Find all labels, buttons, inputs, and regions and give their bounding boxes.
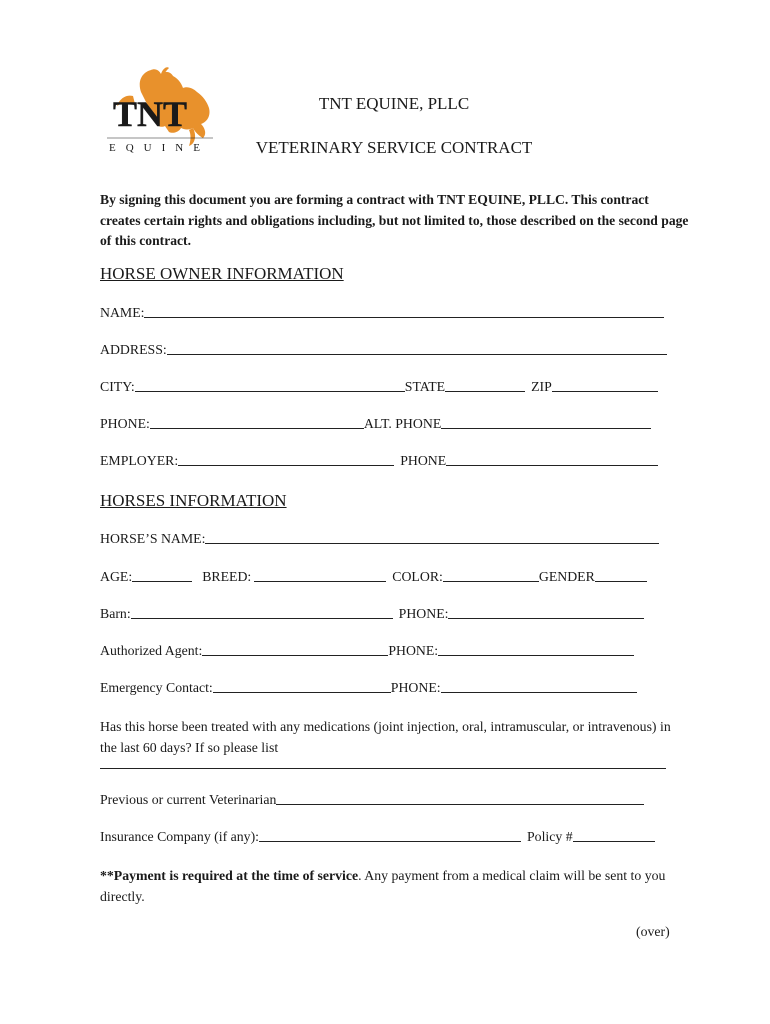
owner-address-label: ADDRESS: bbox=[100, 342, 167, 357]
owner-name-row bbox=[100, 305, 664, 321]
medications-question: Has this horse been treated with any medications (joint injection, oral, intramuscular, or intravenous) in the last 60 days? If so please list bbox=[100, 719, 671, 755]
contract-title: VETERINARY SERVICE CONTRACT bbox=[255, 138, 533, 157]
owner-name-label: NAME: bbox=[100, 305, 145, 320]
state-field[interactable] bbox=[445, 390, 525, 392]
employer-phone-field[interactable] bbox=[446, 464, 658, 466]
owner-phone-row bbox=[100, 416, 651, 432]
vet-label: Previous or current Veterinarian bbox=[100, 792, 277, 807]
vet-field[interactable] bbox=[276, 803, 644, 805]
horse-name-row bbox=[100, 531, 659, 547]
employer-phone-label: PHONE bbox=[400, 453, 447, 468]
barn-phone-label: PHONE: bbox=[398, 606, 449, 621]
policy-label: Policy # bbox=[527, 829, 573, 844]
owner-section-heading: HORSE OWNER INFORMATION bbox=[100, 264, 344, 283]
employer-field[interactable] bbox=[178, 464, 394, 466]
payment-note-rest: . Any payment from a medical claim will be sent to you directly. bbox=[100, 868, 666, 904]
state-label: STATE bbox=[404, 379, 446, 394]
agent-label: Authorized Agent: bbox=[100, 643, 203, 658]
horse-name-field[interactable] bbox=[205, 542, 659, 544]
agent-phone-label: PHONE: bbox=[388, 643, 439, 658]
phone-label: PHONE: bbox=[100, 416, 150, 431]
owner-address-field[interactable] bbox=[167, 353, 667, 355]
employer-label: EMPLOYER: bbox=[100, 453, 179, 468]
horse-name-label: HORSE’S NAME: bbox=[100, 531, 206, 546]
age-field[interactable] bbox=[132, 580, 192, 582]
agent-field[interactable] bbox=[202, 654, 388, 656]
owner-city-row bbox=[100, 379, 658, 395]
over-label: (over) bbox=[636, 924, 670, 939]
barn-label: Barn: bbox=[100, 606, 131, 621]
color-label: COLOR: bbox=[392, 569, 443, 584]
breed-label: BREED: bbox=[202, 569, 252, 584]
owner-employer-row bbox=[100, 453, 658, 469]
agent-phone-field[interactable] bbox=[438, 654, 634, 656]
gender-label: GENDER bbox=[538, 569, 595, 584]
emergency-row bbox=[100, 680, 637, 696]
gender-field[interactable] bbox=[595, 580, 647, 582]
medications-field[interactable] bbox=[100, 768, 666, 769]
emergency-label: Emergency Contact: bbox=[100, 680, 213, 695]
svg-text:EQUINE: EQUINE bbox=[109, 142, 210, 154]
zip-label: ZIP bbox=[531, 379, 552, 394]
owner-name-field[interactable] bbox=[144, 316, 664, 318]
city-field[interactable] bbox=[135, 390, 405, 392]
zip-field[interactable] bbox=[552, 390, 658, 392]
insurance-row bbox=[100, 829, 655, 845]
color-field[interactable] bbox=[443, 580, 539, 582]
intro-paragraph: By signing this document you are forming a contract with TNT EQUINE, PLLC. This contract creates certain rights and obligations including, but not limited to, those described on the second page of this contract. bbox=[100, 192, 689, 248]
emergency-phone-field[interactable] bbox=[441, 691, 637, 693]
emergency-phone-label: PHONE: bbox=[390, 680, 441, 695]
age-label: AGE: bbox=[100, 569, 133, 584]
alt-phone-field[interactable] bbox=[441, 427, 651, 429]
barn-phone-field[interactable] bbox=[448, 617, 644, 619]
emergency-field[interactable] bbox=[213, 691, 391, 693]
payment-note-bold: **Payment is required at the time of service bbox=[100, 868, 359, 883]
barn-row bbox=[100, 606, 644, 622]
alt-phone-label: ALT. PHONE bbox=[363, 416, 442, 431]
svg-text:TNT: TNT bbox=[113, 94, 188, 134]
payment-note bbox=[100, 866, 680, 907]
city-label: CITY: bbox=[100, 379, 135, 394]
phone-field[interactable] bbox=[150, 427, 364, 429]
barn-field[interactable] bbox=[131, 617, 393, 619]
horse-details-row bbox=[100, 569, 647, 585]
agent-row bbox=[100, 643, 634, 659]
horse-section-heading: HORSES INFORMATION bbox=[100, 491, 287, 510]
owner-address-row bbox=[100, 342, 667, 358]
vet-row bbox=[100, 792, 644, 808]
breed-field[interactable] bbox=[254, 580, 386, 582]
company-title: TNT EQUINE, PLLC bbox=[318, 94, 470, 113]
insurance-field[interactable] bbox=[259, 840, 521, 842]
insurance-label: Insurance Company (if any): bbox=[100, 829, 259, 844]
policy-field[interactable] bbox=[573, 840, 655, 842]
